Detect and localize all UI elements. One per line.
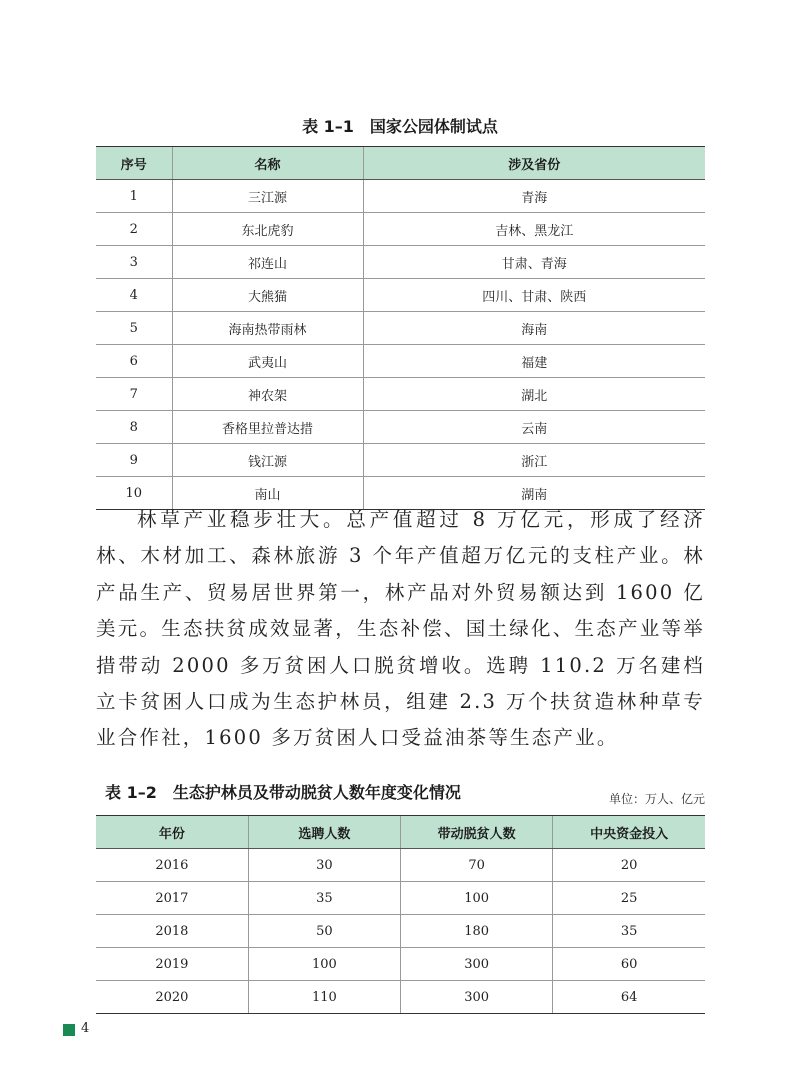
table-row <box>96 180 705 213</box>
table-row <box>96 246 705 279</box>
table-row <box>96 948 705 981</box>
table-cell: 湖北 <box>363 378 705 411</box>
page-marker-square <box>63 1024 75 1036</box>
table-cell: 神农架 <box>172 378 363 411</box>
table-row <box>96 411 705 444</box>
table-cell: 祁连山 <box>172 246 363 279</box>
table-cell: 35 <box>553 915 705 948</box>
table-cell: 30 <box>248 849 400 882</box>
table-cell: 海南热带雨林 <box>172 312 363 345</box>
table-cell: 5 <box>96 312 172 345</box>
column-header-index: 序号 <box>96 147 172 180</box>
table-row <box>96 312 705 345</box>
table-cell: 甘肃、青海 <box>363 246 705 279</box>
column-header-name: 名称 <box>172 147 363 180</box>
column-header-central-funding: 中央资金投入 <box>553 816 705 849</box>
table-cell: 东北虎豹 <box>172 213 363 246</box>
table-cell: 2019 <box>96 948 248 981</box>
table-cell: 三江源 <box>172 180 363 213</box>
table-cell: 1 <box>96 180 172 213</box>
table-cell: 70 <box>401 849 553 882</box>
table-cell: 300 <box>401 948 553 981</box>
column-header-rangers-hired: 选聘人数 <box>248 816 400 849</box>
table-cell: 浙江 <box>363 444 705 477</box>
table-header-row <box>96 816 705 849</box>
table-row <box>96 915 705 948</box>
table-row <box>96 345 705 378</box>
table-row <box>96 882 705 915</box>
table-row <box>96 279 705 312</box>
table-cell: 100 <box>401 882 553 915</box>
national-park-pilot-table <box>96 146 705 510</box>
table-cell: 60 <box>553 948 705 981</box>
table-cell: 3 <box>96 246 172 279</box>
table-cell: 10 <box>96 477 172 510</box>
table-cell: 4 <box>96 279 172 312</box>
table-cell: 青海 <box>363 180 705 213</box>
table-cell: 2018 <box>96 915 248 948</box>
table-cell: 吉林、黑龙江 <box>363 213 705 246</box>
table-cell: 180 <box>401 915 553 948</box>
forest-ranger-table <box>96 815 705 1014</box>
column-header-year: 年份 <box>96 816 248 849</box>
table-cell: 南山 <box>172 477 363 510</box>
table1-title: 表 1–1 国家公园体制试点 <box>302 117 498 136</box>
table-cell: 100 <box>248 948 400 981</box>
column-header-provinces: 涉及省份 <box>363 147 705 180</box>
unit-note: 单位：万人、亿元 <box>608 792 705 806</box>
table-cell: 2017 <box>96 882 248 915</box>
body-paragraph: 林草产业稳步壮大。总产值超过 8 万亿元，形成了经济林、木材加工、森林旅游 3 个年产值超万亿元的支柱产业。林产品生产、贸易居世界第一，林产品对外贸易额达到 1600 亿美元。生态扶贫成效显著，生态补偿、国土绿化、生态产业等举措带动 2000 多万贫困人口脱贫增收。选聘 110.2 万名建档立卡贫困人口成为生态护林员，组建 2.3 万个扶贫造林种草专业合作社，1600 多万贫困人口受益油茶等生态产业。 <box>96 508 705 750</box>
table-cell: 武夷山 <box>172 345 363 378</box>
table-cell: 2016 <box>96 849 248 882</box>
table-row <box>96 444 705 477</box>
table-cell: 湖南 <box>363 477 705 510</box>
table-cell: 7 <box>96 378 172 411</box>
table-cell: 福建 <box>363 345 705 378</box>
table-row <box>96 378 705 411</box>
table-cell: 25 <box>553 882 705 915</box>
column-header-people-lifted: 带动脱贫人数 <box>401 816 553 849</box>
table-cell: 20 <box>553 849 705 882</box>
table-cell: 50 <box>248 915 400 948</box>
table-cell: 110 <box>248 981 400 1014</box>
table-cell: 300 <box>401 981 553 1014</box>
table-row <box>96 981 705 1014</box>
table-row <box>96 849 705 882</box>
page-number: 4 <box>81 1021 90 1036</box>
table-cell: 6 <box>96 345 172 378</box>
table-cell: 35 <box>248 882 400 915</box>
table-cell: 四川、甘肃、陕西 <box>363 279 705 312</box>
table-row <box>96 213 705 246</box>
table-cell: 海南 <box>363 312 705 345</box>
table-cell: 2020 <box>96 981 248 1014</box>
table-header-row <box>96 147 705 180</box>
table-cell: 64 <box>553 981 705 1014</box>
table-cell: 8 <box>96 411 172 444</box>
table-cell: 2 <box>96 213 172 246</box>
table-cell: 9 <box>96 444 172 477</box>
table-cell: 香格里拉普达措 <box>172 411 363 444</box>
table-cell: 云南 <box>363 411 705 444</box>
table2-title: 表 1–2 生态护林员及带动脱贫人数年度变化情况 <box>105 783 461 802</box>
table-cell: 大熊猫 <box>172 279 363 312</box>
table-cell: 钱江源 <box>172 444 363 477</box>
